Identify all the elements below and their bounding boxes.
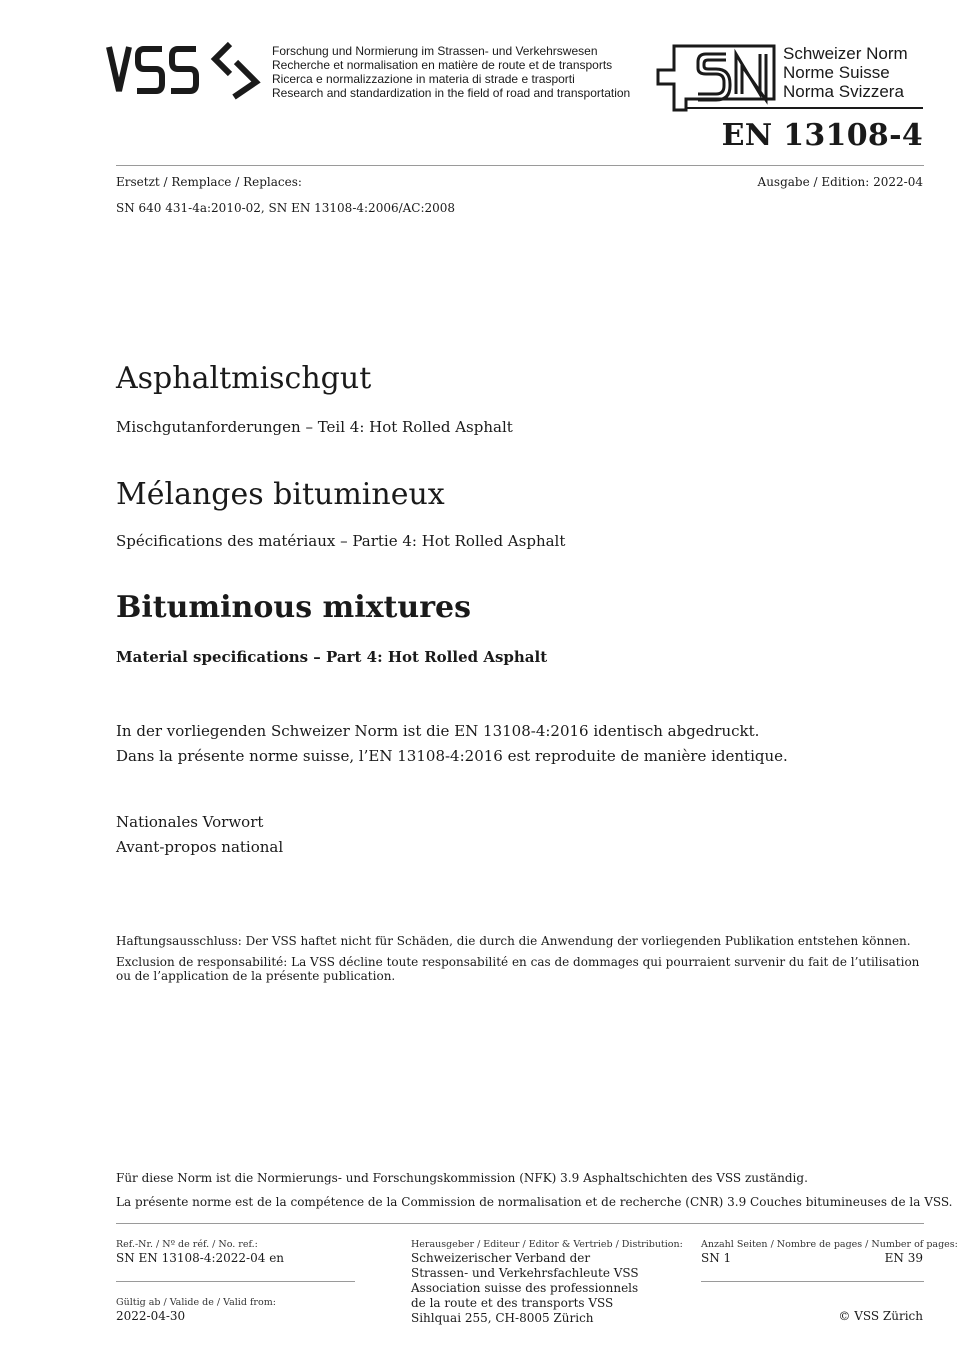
competence-fr: La présente norme est de la compétence de la Commission de normalisation et de recherche (CNR) 3.9 Couches bitumineuses de la VSS. — [116, 1195, 953, 1209]
edition: Ausgabe / Edition: 2022-04 — [757, 175, 923, 189]
subtitle-de: Mischgutanforderungen – Teil 4: Hot Rolled Asphalt — [116, 418, 513, 436]
national-foreword-de: Nationales Vorwort — [116, 813, 264, 831]
publisher-line: Sihlquai 255, CH-8005 Zürich — [411, 1311, 594, 1325]
identity-statement — [116, 719, 788, 769]
vss-tagline-line: Recherche et normalisation en matière de route et de transports — [272, 58, 613, 72]
title-de: Asphaltmischgut — [116, 361, 372, 396]
copyright: © VSS Zürich — [838, 1309, 923, 1323]
title-en: Bituminous mixtures — [116, 590, 472, 625]
ref-value: SN EN 13108-4:2022-04 en — [116, 1251, 285, 1265]
replaces-label: Ersetzt / Remplace / Replaces: — [116, 175, 302, 189]
subtitle-fr: Spécifications des matériaux – Partie 4: Hot Rolled Asphalt — [116, 532, 566, 550]
vss-tagline-line: Ricerca e normalizzazione in materia di strade e trasporti — [272, 72, 575, 86]
sn-name-line: Norme Suisse — [783, 63, 890, 82]
vss-tagline-line: Research and standardization in the field of road and transportation — [272, 86, 631, 100]
disclaimer-de: Haftungsausschluss: Der VSS haftet nicht für Schäden, die durch die Anwendung der vorliegenden Publikation entstehen können. — [116, 934, 911, 948]
publisher-line: de la route et des transports VSS — [411, 1296, 614, 1310]
identity-statement-de: In der vorliegenden Schweizer Norm ist die EN 13108-4:2016 identisch abgedruckt. — [116, 722, 760, 740]
sn-rule — [685, 107, 923, 109]
vss-logo — [106, 40, 266, 100]
publisher-line: Schweizerischer Verband der — [411, 1251, 591, 1265]
sn-logo — [656, 44, 778, 112]
subtitle-en: Material specifications – Part 4: Hot Rolled Asphalt — [116, 648, 548, 666]
publisher-address — [411, 1251, 639, 1326]
identity-statement-fr: Dans la présente norme suisse, l’EN 13108-4:2016 est reproduite de manière identique. — [116, 747, 788, 765]
replaces-value: SN 640 431-4a:2010-02, SN EN 13108-4:2006/AC:2008 — [116, 201, 456, 215]
disclaimer-fr — [116, 955, 919, 983]
national-foreword — [116, 810, 283, 860]
disclaimer-fr-line: ou de l’application de la présente publication. — [116, 969, 396, 983]
pages-en: EN 39 — [884, 1251, 923, 1265]
sn-name — [783, 44, 908, 101]
header-divider — [116, 165, 924, 166]
document-number: EN 13108-4 — [721, 118, 923, 153]
national-foreword-fr: Avant-propos national — [116, 838, 284, 856]
ref-label: Ref.-Nr. / Nº de réf. / No. ref.: — [116, 1239, 258, 1250]
footer-divider — [116, 1223, 924, 1224]
publisher-label: Herausgeber / Editeur / Editor & Vertrieb / Distribution: — [411, 1239, 683, 1250]
publisher-line: Strassen- und Verkehrsfachleute VSS — [411, 1266, 639, 1280]
pages-label: Anzahl Seiten / Nombre de pages / Number of pages: — [701, 1239, 958, 1250]
pages-sn: SN 1 — [701, 1251, 732, 1265]
sn-name-line: Schweizer Norm — [783, 44, 908, 63]
title-fr: Mélanges bitumineux — [116, 477, 445, 512]
sn-name-line: Norma Svizzera — [783, 82, 904, 101]
valid-value: 2022-04-30 — [116, 1309, 186, 1323]
vss-tagline — [272, 44, 630, 100]
footer-right-divider — [701, 1281, 924, 1282]
publisher-line: Association suisse des professionnels — [411, 1281, 639, 1295]
disclaimer-fr-line: Exclusion de responsabilité: La VSS décline toute responsabilité en cas de dommages qui pourraient survenir du fait de l’utilisation — [116, 955, 920, 969]
competence-de: Für diese Norm ist die Normierungs- und Forschungskommission (NFK) 3.9 Asphaltschichten des VSS zuständig. — [116, 1171, 808, 1185]
valid-label: Gültig ab / Valide de / Valid from: — [116, 1297, 276, 1308]
footer-left-divider — [116, 1281, 355, 1282]
vss-tagline-line: Forschung und Normierung im Strassen- und Verkehrswesen — [272, 44, 598, 58]
